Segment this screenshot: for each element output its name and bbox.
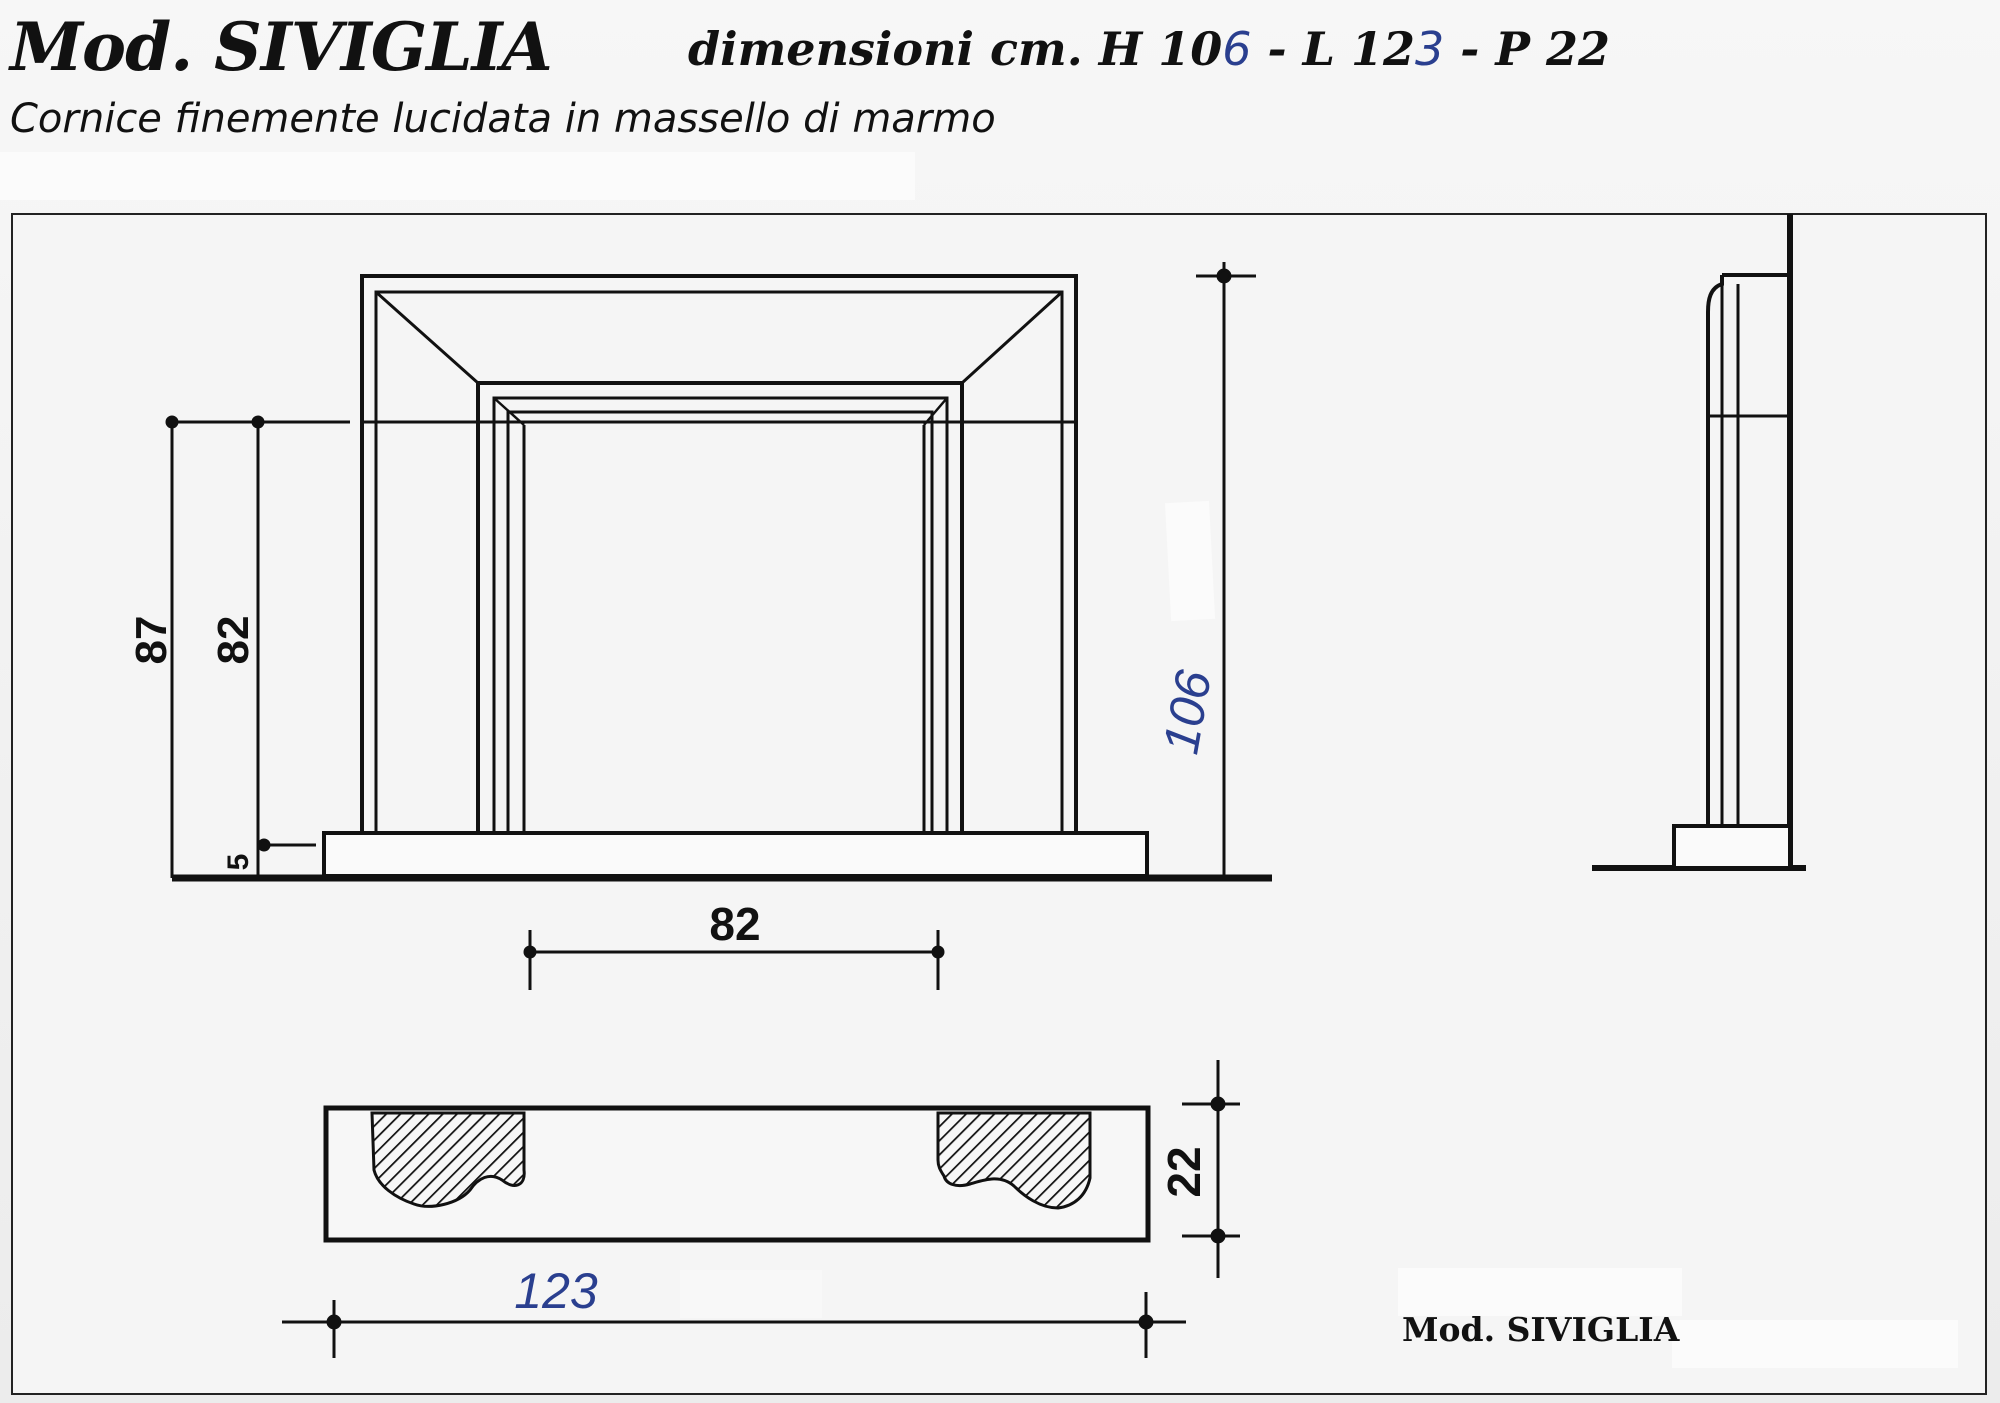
dim-87-label: 87 <box>127 615 176 665</box>
dim-22-label: 22 <box>1158 1146 1210 1198</box>
dim-106-tick-top <box>1218 270 1230 282</box>
dimensions-width-handwritten-digit: 3 <box>1415 22 1445 76</box>
dimensions-suffix: - P 22 <box>1444 22 1611 76</box>
dim-123-label: 123 <box>514 1263 598 1319</box>
dim-123-dot-left <box>328 1316 340 1328</box>
dim-22-dot-top <box>1212 1098 1224 1110</box>
dim-22-dot-bottom <box>1212 1230 1224 1242</box>
dimensions-height-handwritten-digit: 6 <box>1222 22 1252 76</box>
base-plinth <box>324 833 1147 876</box>
dim-106-label: 106 <box>1152 666 1223 758</box>
dim-opening-width-dot-right <box>933 947 943 957</box>
dim-87-tick-top <box>167 417 177 427</box>
dimensions-mid: - L 12 <box>1251 22 1415 76</box>
dim-82-horizontal-label: 82 <box>709 898 761 950</box>
correction-patch-mid <box>1165 501 1215 621</box>
correction-patch-footer <box>1672 1320 1958 1368</box>
footer-model-label: Mod. SIVIGLIA <box>1402 1310 1680 1349</box>
model-title: Mod. SIVIGLIA <box>10 8 552 86</box>
plan-view <box>326 1108 1148 1240</box>
dim-123-dot-right <box>1140 1316 1152 1328</box>
dim-82-vertical-label: 82 <box>209 615 258 665</box>
description-subtitle: Cornice finemente lucidata in massello di marmo <box>10 96 996 142</box>
dimensions-prefix: dimensioni cm. H 10 <box>688 22 1223 76</box>
side-base <box>1674 826 1790 868</box>
dim-5-label: 5 <box>222 853 255 871</box>
dim-opening-width-dot-left <box>525 947 535 957</box>
correction-patch-bottom-left <box>680 1270 822 1318</box>
dim-82-tick-top <box>253 417 263 427</box>
correction-patch-bottom-right <box>1398 1268 1682 1316</box>
